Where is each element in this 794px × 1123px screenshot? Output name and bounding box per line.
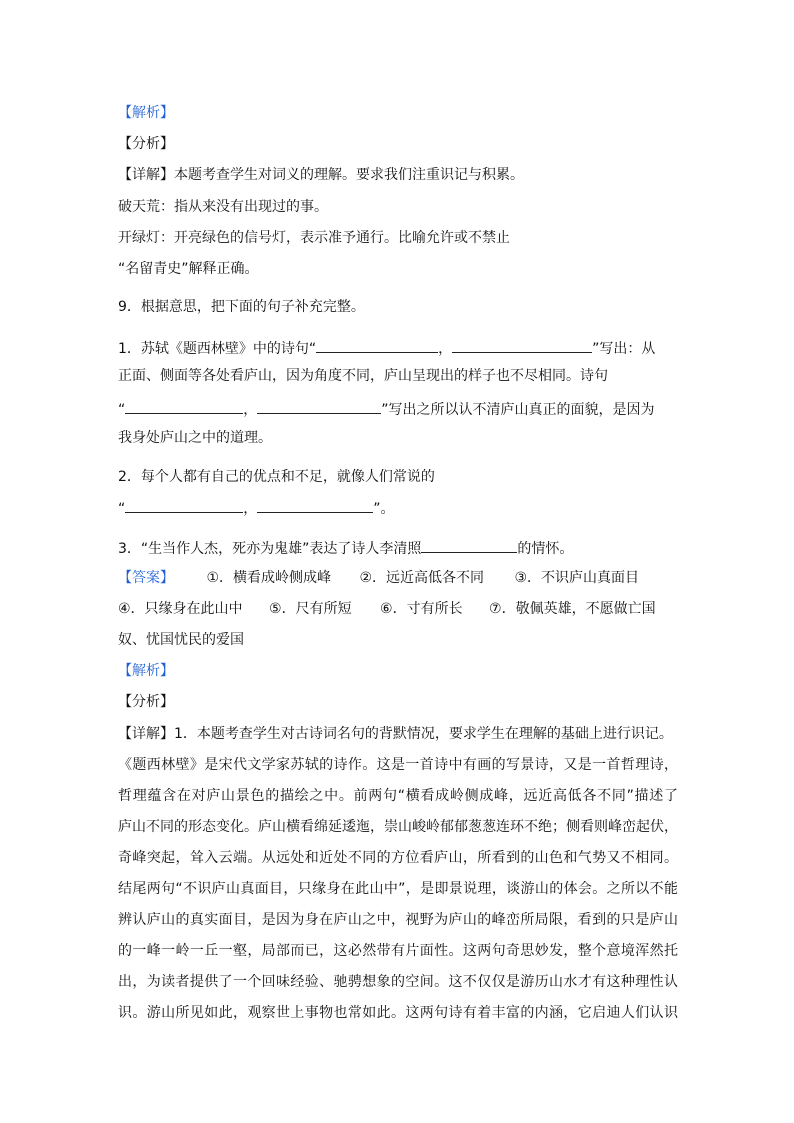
question-9-1-line-4: 我身处庐山之中的道理。 <box>118 430 272 446</box>
answer-blank <box>421 537 517 553</box>
answer-blank <box>125 497 243 513</box>
answer-2: ②．远近高低各不同 <box>359 570 485 586</box>
q2-comma: ， <box>243 501 258 517</box>
answer-7: ⑦．敬佩英雄，不愿做亡国 <box>489 601 656 617</box>
paragraph-line: 辨认庐山的真实面目，是因为身在庐山之中，视野为庐山的峰峦所局限，看到的只是庐山 <box>118 912 678 928</box>
paragraph-line: 的一峰一岭一丘一壑，局部而已，这必然带有片面性。这两句奇思妙发，整个意境浑然托 <box>118 943 678 959</box>
answer-3: ③．不识庐山真面目 <box>514 570 640 586</box>
paragraph-line: 奇峰突起，耸入云端。从远处和近处不同的方位看庐山，所看到的山色和气势又不相同。 <box>118 850 678 866</box>
q1-line3-rest: ”写出之所以认不清庐山真正的面貌，是因为 <box>381 402 655 418</box>
paragraph-line: 《题西林壁》是宋代文学家苏轼的诗作。这是一首诗中有画的写景诗，又是一首哲理诗， <box>118 757 678 773</box>
answer-1: ①．横看成岭侧成峰 <box>206 570 332 586</box>
paragraph-line: 哲理蕴含在对庐山景色的描绘之中。前两句“横看成岭侧成峰，远近高低各不同”描述了 <box>118 788 678 804</box>
q1-line3-comma: ， <box>243 402 258 418</box>
answer-line-1 <box>118 568 639 588</box>
q1-text-end: ”写出：从 <box>592 341 656 357</box>
definition-kailvdeng: 开绿灯：开亮绿色的信号灯，表示准予通行。比喻允许或不禁止 <box>118 230 510 246</box>
q2-close: ”。 <box>373 501 395 517</box>
answer-tag: 【答案】 <box>118 570 174 586</box>
question-9-3-line <box>118 537 573 559</box>
paragraph-line: 庐山不同的形态变化。庐山横看绵延逶迤，崇山峻岭郁郁葱葱连环不绝；侧看则峰峦起伏， <box>118 819 678 835</box>
fenxi-heading-2: 【分析】 <box>118 694 174 710</box>
question-9-2-line-1: 2．每个人都有自己的优点和不足，就像人们常说的 <box>118 469 435 485</box>
question-9-1-line-3 <box>118 398 655 420</box>
question-9-1-line-2: 正面、侧面等各处看庐山，因为角度不同，庐山呈现出的样子也不尽相同。诗句 <box>118 368 608 384</box>
paragraph-line: 出，为读者提供了一个回味经验、驰骋想象的空间。这不仅仅是游历山水才有这种理性认 <box>118 974 678 990</box>
xiangjie-paragraph-2-line-1 <box>118 724 673 744</box>
answer-blank <box>316 337 438 353</box>
answer-5: ⑤．尺有所短 <box>269 601 352 617</box>
answer-blank <box>125 398 243 414</box>
xiangjie-paragraph-1 <box>118 165 524 185</box>
xiangjie-text-1: 本题考查学生对词义的理解。要求我们注重识记与积累。 <box>174 167 524 183</box>
q1-comma: ， <box>438 341 453 357</box>
question-9-1-line-1 <box>118 337 655 359</box>
answer-line-3: 奴、忧国忧民的爱国 <box>118 632 244 648</box>
paragraph-line: 识。游山所见如此，观察世上事物也常如此。这两句诗有着丰富的内涵，它启迪人们认识 <box>118 1005 678 1021</box>
q3-text-end: 的情怀。 <box>517 541 574 557</box>
answer-blank <box>452 337 592 353</box>
xiangjie-tag-2: 【详解】 <box>118 726 174 742</box>
jiexi-heading-2: 【解析】 <box>118 663 174 679</box>
answer-4: ④．只缘身在此山中 <box>118 601 243 617</box>
question-9-title: 9．根据意思，把下面的句子补充完整。 <box>118 299 365 315</box>
q1-open-quote: “ <box>118 402 126 418</box>
answer-blank <box>257 497 373 513</box>
q2-open-quote: “ <box>118 501 126 517</box>
answer-6: ⑥．寸有所长 <box>380 601 463 617</box>
question-9-2-line-2 <box>118 497 395 519</box>
paragraph-line: 结尾两句“不识庐山真面目，只缘身在此山中”，是即景说理，谈游山的体会。之所以不能 <box>118 881 678 897</box>
q3-text-start: 3．“生当作人杰，死亦为鬼雄”表达了诗人李清照 <box>118 541 422 557</box>
definition-potianhuang: 破天荒：指从来没有出现过的事。 <box>118 199 328 215</box>
fenxi-heading-1: 【分析】 <box>118 136 174 152</box>
answer-line-2 <box>118 599 656 619</box>
q1-text-start: 1．苏轼《题西林壁》中的诗句“ <box>118 341 317 357</box>
xiangjie-text-2: 1．本题考查学生对古诗词名句的背默情况，要求学生在理解的基础上进行识记。 <box>174 726 673 742</box>
statement-mingliu: “名留青史”解释正确。 <box>118 261 259 277</box>
jiexi-heading-1: 【解析】 <box>118 105 174 121</box>
xiangjie-tag-1: 【详解】 <box>118 167 174 183</box>
answer-blank <box>257 398 381 414</box>
